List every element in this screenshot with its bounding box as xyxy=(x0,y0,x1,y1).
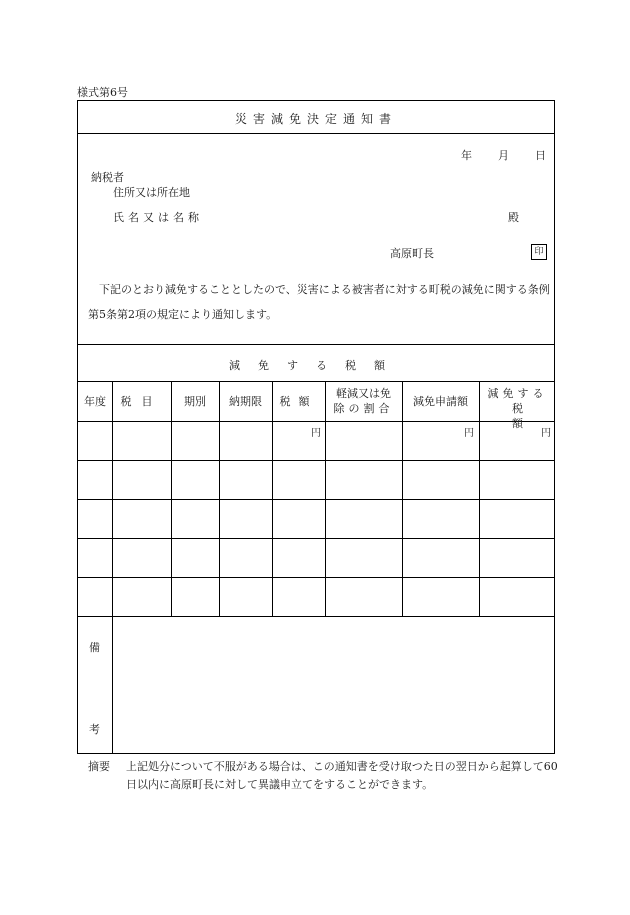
table-row-line xyxy=(78,538,554,539)
notes-char-1: 備 xyxy=(89,641,100,654)
remarks-text-content: 上記処分について不服がある場合は、この通知書を受け取つた日の翌日から起算して60日以内に高原町長に対して異議申立てをすることができます。 xyxy=(126,760,558,791)
table-row-line xyxy=(78,460,554,461)
column-line xyxy=(402,381,403,616)
notice-body-text: 下記のとおり減免することとしたので、災害による被害者に対する町税の減免に関する条例第5条第2項の規定により通知します。 xyxy=(88,283,550,321)
table-bottom-line xyxy=(78,616,554,617)
section-divider xyxy=(78,344,554,345)
header-rate-line2: 除の割合 xyxy=(333,402,394,415)
remarks-text xyxy=(126,758,558,794)
column-line xyxy=(112,381,113,616)
title-divider xyxy=(78,133,554,134)
form-number: 様式第6号 xyxy=(77,86,128,99)
header-period: 期別 xyxy=(184,395,206,408)
table-top-line xyxy=(78,381,554,382)
yen-exempt: 円 xyxy=(541,428,551,439)
name-label: 氏名又は名称 xyxy=(113,211,203,224)
column-line xyxy=(171,381,172,616)
table-row-line xyxy=(78,577,554,578)
header-year: 年度 xyxy=(84,395,106,408)
issuer-title: 高原町長 xyxy=(390,247,434,260)
header-tax-item: 税目 xyxy=(120,395,163,408)
header-exempt-line2: 税額 xyxy=(512,402,551,430)
column-line xyxy=(219,381,220,616)
date-day: 日 xyxy=(535,149,546,162)
date-year: 年 xyxy=(461,149,472,162)
section-title: 減免する税額 xyxy=(229,359,403,372)
column-line xyxy=(325,381,326,616)
column-line xyxy=(272,381,273,616)
yen-requested: 円 xyxy=(464,428,474,439)
header-exempt-line1: 減免する xyxy=(487,387,548,400)
yen-tax-amount: 円 xyxy=(311,428,321,439)
remarks-label: 摘要 xyxy=(88,760,110,773)
date-month: 月 xyxy=(498,149,509,162)
seal-mark: 印 xyxy=(531,244,547,260)
taxpayer-label: 納税者 xyxy=(91,171,124,184)
table-row-line xyxy=(78,499,554,500)
honorific: 殿 xyxy=(508,211,519,224)
notice-form xyxy=(77,100,555,754)
header-rate-line1: 軽減又は免 xyxy=(336,387,391,400)
header-requested: 減免申請額 xyxy=(413,395,468,408)
notes-divider xyxy=(112,616,113,754)
notice-body xyxy=(88,277,550,327)
header-tax-amount: 税額 xyxy=(279,395,318,408)
address-label: 住所又は所在地 xyxy=(113,186,190,199)
header-rate xyxy=(325,386,402,416)
form-title: 災害減免決定通知書 xyxy=(234,112,397,126)
notes-char-2: 考 xyxy=(89,723,100,736)
header-due-date: 納期限 xyxy=(229,395,262,408)
